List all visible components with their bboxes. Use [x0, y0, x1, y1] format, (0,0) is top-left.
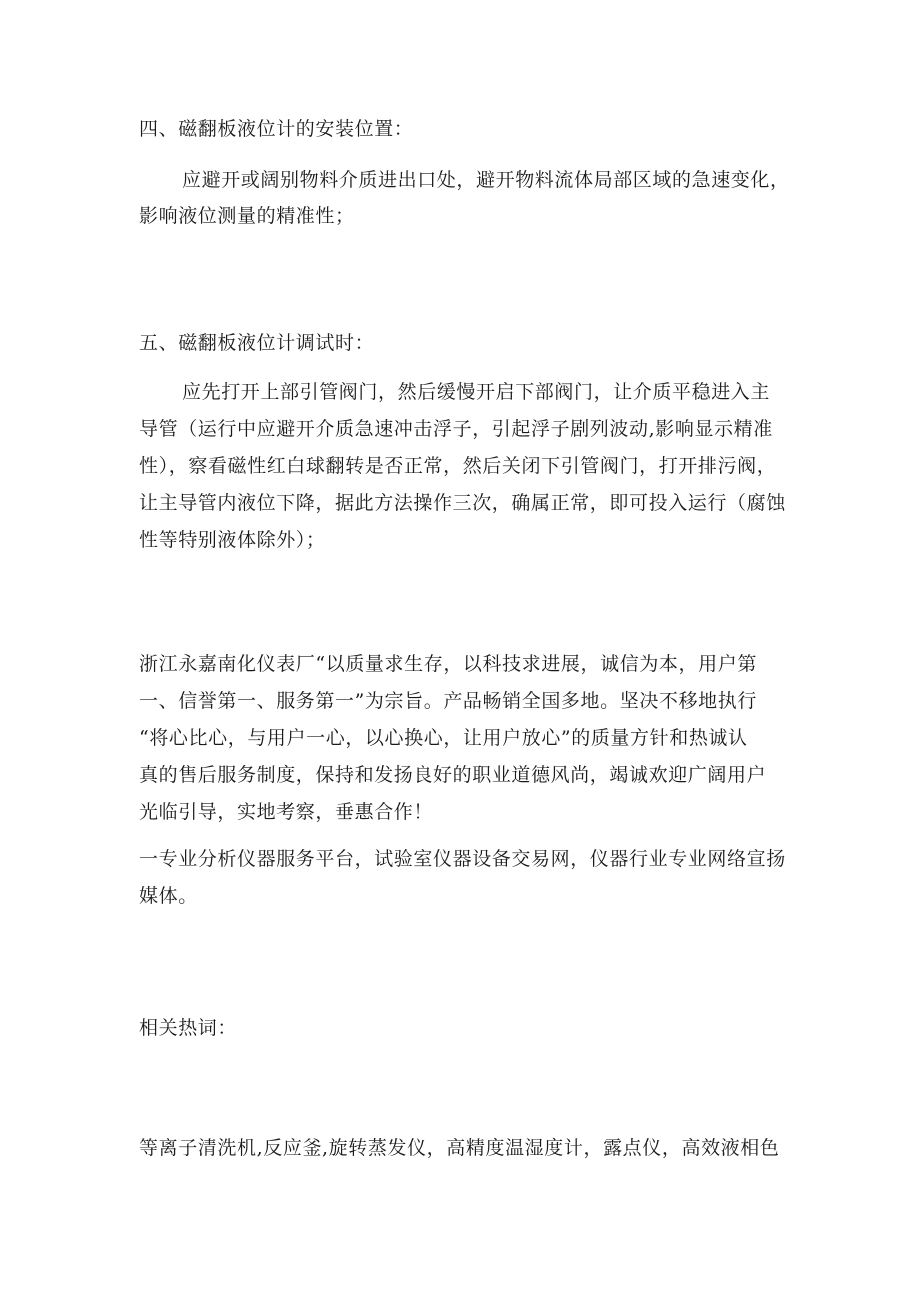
- company-paragraph-line-3: “将心比心，与用户一心，以心换心，让用户放心”的质量方针和热诚认: [139, 727, 748, 749]
- section-4-paragraph-line-1: 应避开或阔别物料介质进出口处，避开物料流体局部区域的急速变化，: [182, 169, 790, 191]
- section-5-paragraph-line-4: 让主导管内液位下降，据此方法操作三次，确属正常，即可投入运行（腐蚀: [139, 492, 786, 514]
- section-4-paragraph-line-2: 影响液位测量的精准性；: [139, 205, 355, 227]
- section-5-paragraph-line-3: 性），察看磁性红白球翻转是否正常，然后关闭下引管阀门，打开排污阀，: [139, 455, 777, 477]
- company-paragraph-line-4: 真的售后服务制度，保持和发扬良好的职业道德风尚，竭诚欢迎广阔用户: [139, 764, 767, 786]
- company-paragraph-line-2: 一、信誉第一、服务第一”为宗旨。产品畅销全国多地。坚决不移地执行: [139, 690, 757, 712]
- platform-paragraph-line-1: 一专业分析仪器服务平台，试验室仪器设备交易网，仪器行业专业网络宣扬: [139, 848, 786, 870]
- related-keywords-heading: 相关热词：: [139, 1017, 238, 1039]
- section-5-paragraph-line-1: 应先打开上部引管阀门，然后缓慢开启下部阀门，让介质平稳进入主: [182, 381, 771, 403]
- company-paragraph-line-1: 浙江永嘉南化仪表厂“以质量求生存，以科技求进展，诚信为本，用户第: [139, 653, 757, 675]
- company-paragraph-line-5: 光临引导，实地考察，垂惠合作！: [139, 801, 434, 823]
- section-5-heading: 五、磁翻板液位计调试时：: [139, 332, 375, 354]
- related-keywords-list: 等离子清洗机,反应釜,旋转蒸发仪，高精度温湿度计，露点仪，高效液相色: [139, 1137, 780, 1159]
- section-5-paragraph-line-2: 导管（运行中应避开介质急速冲击浮子，引起浮子剧列波动,影响显示精准: [139, 418, 773, 440]
- platform-paragraph-line-2: 媒体。: [139, 885, 198, 907]
- section-5-paragraph-line-5: 性等特别液体除外）；: [139, 529, 326, 551]
- section-4-heading: 四、磁翻板液位计的安装位置：: [139, 118, 414, 140]
